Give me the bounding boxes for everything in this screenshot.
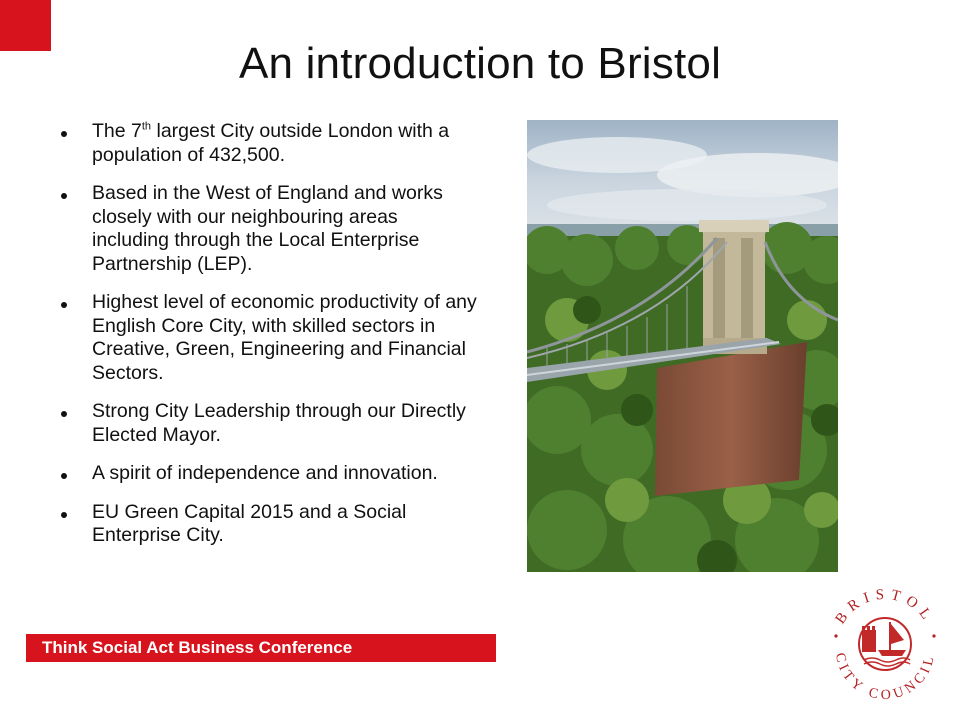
bullet-item: [60, 291, 480, 385]
bullet-text: Based in the West of England and works closely with our neighbouring areas including through the Local Enterprise Partnership (LEP).: [92, 182, 443, 275]
bullet-dot-icon: [61, 302, 67, 308]
ordinal-suffix: th: [141, 120, 152, 133]
bullet-text: A spirit of independence and innovation.: [92, 462, 438, 484]
bullet-text: Strong City Leadership through our Directly Elected Mayor.: [92, 400, 466, 446]
slide-title: An introduction to Bristol: [238, 39, 722, 88]
logo-top-text: BRISTOL: [832, 586, 938, 628]
bullet-item: [60, 501, 480, 548]
bullet-dot-icon: [61, 131, 67, 137]
bristol-city-council-logo: [820, 578, 950, 708]
bullet-list: [60, 120, 480, 563]
bridge-photo: [527, 120, 838, 572]
bullet-dot-icon: [61, 411, 67, 417]
bullet-text-before: The 7: [92, 120, 142, 142]
bullet-text-after: largest City outside London with a population of 432,500.: [92, 120, 450, 166]
bullet-dot-icon: [61, 193, 67, 199]
bullet-item: [60, 462, 480, 486]
bullet-item: [60, 182, 480, 276]
footer-banner: Think Social Act Business Conference: [26, 634, 496, 662]
ship-castle-crest-icon: [859, 618, 911, 670]
bullet-item: [60, 120, 480, 167]
bullet-item: [60, 400, 480, 447]
bullet-text: EU Green Capital 2015 and a Social Enterprise City.: [92, 500, 407, 546]
bullet-dot-icon: [61, 473, 67, 479]
bullet-dot-icon: [61, 512, 67, 518]
logo-bottom-text: CITY COUNCIL: [831, 651, 939, 704]
bullet-text: Highest level of economic productivity of any English Core City, with skilled sectors in Creative, Green, Engineering and Financial Sectors.: [92, 291, 477, 384]
